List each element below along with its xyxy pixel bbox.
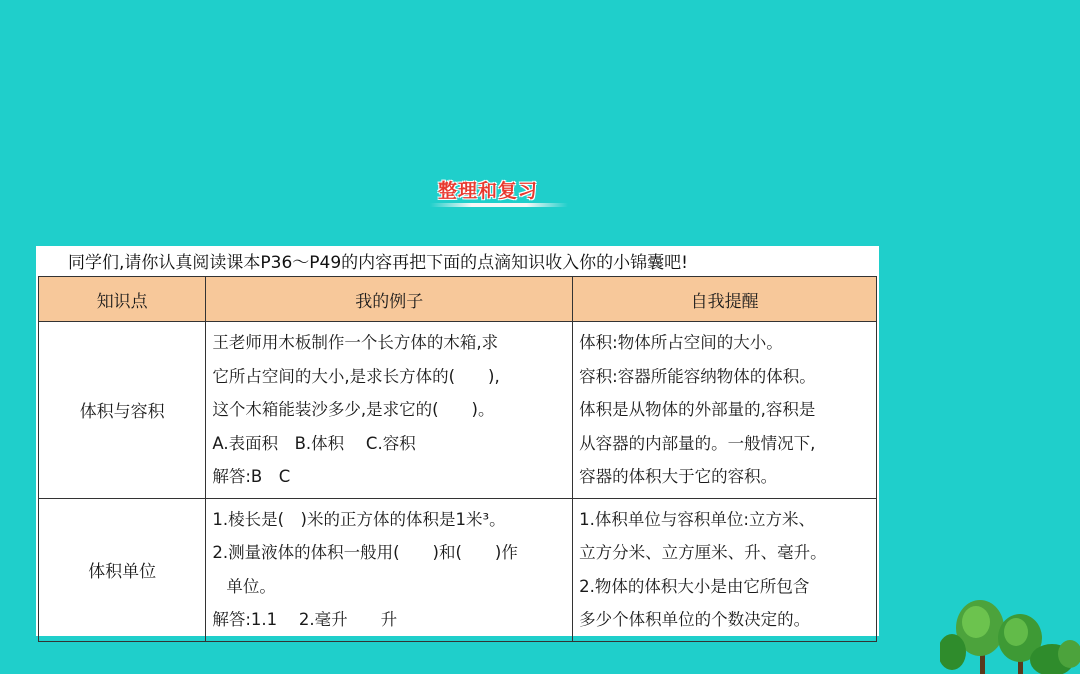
header-knowledge-point: 知识点 xyxy=(39,277,206,322)
reminder-line: 1.体积单位与容积单位:立方米、 xyxy=(579,509,815,529)
example-line: A.表面积 B.体积 C.容积 xyxy=(212,433,416,453)
reminder-line: 容器的体积大于它的容积。 xyxy=(579,467,778,486)
example-line: 它所占空间的大小,是求长方体的( ), xyxy=(212,366,500,386)
example-cell xyxy=(206,498,573,641)
table-header-row xyxy=(39,277,877,322)
example-cell xyxy=(206,322,573,499)
reminder-line: 体积:物体所占空间的大小。 xyxy=(579,333,783,352)
header-self-reminder: 自我提醒 xyxy=(573,277,877,322)
trees-illustration xyxy=(940,598,1080,674)
reminder-line: 2.物体的体积大小是由它所包含 xyxy=(579,576,810,596)
topic-cell: 体积单位 xyxy=(39,498,206,641)
example-line: 单位。 xyxy=(226,576,276,596)
reminder-line: 立方分米、立方厘米、升、毫升。 xyxy=(579,543,827,562)
intro-text: 同学们,请你认真阅读课本P36～P49的内容再把下面的点滴知识收入你的小锦囊吧! xyxy=(68,253,688,273)
header-my-example: 我的例子 xyxy=(206,277,573,322)
answer-line: 解答:1.1 2.毫升 升 xyxy=(212,610,398,629)
slide-title: 整理和复习 xyxy=(438,180,539,202)
title-underline xyxy=(430,203,568,207)
topic-cell: 体积与容积 xyxy=(39,322,206,499)
example-line: 王老师用木板制作一个长方体的木箱,求 xyxy=(212,333,499,352)
answer-line: 解答:B C xyxy=(212,467,291,486)
table-row xyxy=(39,322,877,499)
reminder-line: 多少个体积单位的个数决定的。 xyxy=(579,610,811,629)
example-line: 这个木箱能装沙多少,是求它的( )。 xyxy=(212,400,495,419)
knowledge-table xyxy=(38,276,877,642)
reminder-cell xyxy=(573,498,877,641)
reminder-line: 容积:容器所能容纳物体的体积。 xyxy=(579,366,816,386)
reminder-line: 从容器的内部量的。一般情况下, xyxy=(579,433,816,453)
table-row xyxy=(39,498,877,641)
reminder-cell xyxy=(573,322,877,499)
reminder-line: 体积是从物体的外部量的,容积是 xyxy=(579,400,816,419)
example-line: 2.测量液体的体积一般用( )和( )作 xyxy=(212,543,518,562)
example-line: 1.棱长是( )米的正方体的体积是1米³。 xyxy=(212,509,506,529)
